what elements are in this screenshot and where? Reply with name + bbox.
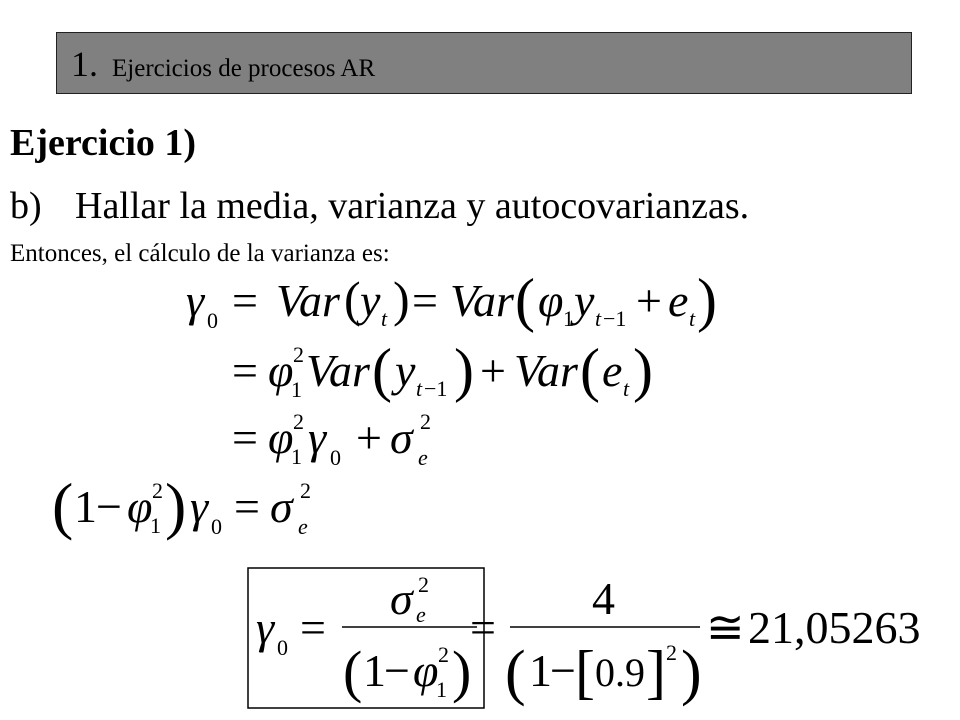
- svg-text:2: 2: [420, 409, 431, 434]
- svg-text:): ): [165, 470, 187, 541]
- svg-text:t: t: [595, 306, 602, 331]
- svg-text:(: (: [52, 470, 74, 541]
- equation-line-1: [186, 267, 717, 333]
- intro-text: Entonces, el cálculo de la varianza es:: [10, 240, 390, 267]
- equation-line-3: [232, 409, 431, 470]
- svg-text:e: e: [668, 275, 689, 326]
- svg-text:e: e: [416, 602, 426, 627]
- item-letter: b): [10, 185, 42, 227]
- svg-text:t: t: [623, 376, 630, 401]
- svg-text:=: =: [300, 602, 326, 653]
- svg-text:=: =: [232, 345, 258, 396]
- svg-text:(: (: [372, 337, 392, 403]
- svg-text:2: 2: [438, 642, 449, 667]
- svg-text:φ: φ: [413, 645, 439, 696]
- svg-text:1: 1: [563, 306, 574, 331]
- svg-text:−: −: [384, 645, 410, 696]
- svg-text:1: 1: [291, 444, 302, 469]
- svg-text:): ): [452, 639, 472, 704]
- var-4: Var: [514, 345, 578, 396]
- svg-text:−1: −1: [603, 306, 627, 331]
- svg-text:2: 2: [418, 572, 429, 597]
- svg-text:φ: φ: [538, 275, 564, 326]
- svg-text:0: 0: [211, 514, 222, 539]
- svg-text:=: =: [234, 481, 260, 532]
- svg-text:): ): [454, 337, 474, 403]
- svg-text:γ: γ: [186, 275, 205, 326]
- svg-text:e: e: [418, 445, 428, 470]
- phi-value: 0.9: [595, 650, 645, 695]
- svg-text:2: 2: [152, 478, 163, 503]
- svg-text:γ: γ: [308, 412, 327, 463]
- numerator-value: 4: [592, 573, 615, 624]
- svg-text:σ: σ: [390, 412, 413, 463]
- svg-text:+: +: [356, 412, 382, 463]
- equation-line-4: [52, 470, 311, 541]
- svg-text:(: (: [344, 271, 361, 327]
- svg-text:0: 0: [207, 308, 218, 333]
- svg-text:y: y: [574, 275, 595, 326]
- svg-text:): ): [633, 337, 653, 403]
- one-3: 1: [529, 645, 552, 696]
- var-1: Var: [276, 275, 340, 326]
- svg-text:−: −: [96, 481, 122, 532]
- approx-symbol: ≅: [706, 602, 745, 653]
- svg-text:=: =: [232, 412, 258, 463]
- svg-text:[: [: [575, 639, 595, 705]
- svg-text:2: 2: [293, 342, 304, 367]
- equation-line-2: [232, 337, 653, 403]
- svg-text:=: =: [412, 275, 438, 326]
- item-text: Hallar la media, varianza y autocovarianzas.: [75, 185, 750, 227]
- svg-text:): ): [697, 267, 717, 333]
- svg-text:σ: σ: [270, 481, 293, 532]
- svg-text:−1: −1: [424, 376, 448, 401]
- svg-text:e: e: [298, 514, 308, 539]
- var-3: Var: [306, 345, 370, 396]
- svg-text:): ): [681, 639, 702, 707]
- one-2: 1: [363, 645, 386, 696]
- svg-text:1: 1: [291, 377, 302, 402]
- one-1: 1: [74, 481, 97, 532]
- svg-text:t: t: [381, 306, 388, 331]
- svg-text:t: t: [689, 306, 696, 331]
- result-value: 21,05263: [748, 602, 921, 653]
- svg-text:2: 2: [666, 640, 677, 665]
- svg-text:y: y: [395, 345, 416, 396]
- exercise-heading: Ejercicio 1): [10, 122, 197, 164]
- svg-text:0: 0: [330, 445, 341, 470]
- svg-text:(: (: [505, 639, 526, 707]
- svg-text:]: ]: [646, 639, 666, 705]
- svg-text:(: (: [343, 639, 363, 704]
- svg-text:φ: φ: [268, 412, 294, 463]
- svg-text:2: 2: [300, 478, 311, 503]
- svg-text:φ: φ: [268, 345, 294, 396]
- svg-text:0: 0: [277, 635, 288, 660]
- svg-text:e: e: [602, 345, 623, 396]
- svg-text:t: t: [416, 376, 423, 401]
- svg-text:(: (: [515, 267, 535, 333]
- section-title: Ejercicios de procesos AR: [112, 55, 376, 82]
- svg-text:(: (: [580, 337, 600, 403]
- svg-text:1: 1: [150, 513, 161, 538]
- svg-text:2: 2: [293, 409, 304, 434]
- svg-text:−: −: [550, 645, 576, 696]
- section-number: 1.: [71, 44, 98, 84]
- svg-text:σ: σ: [390, 573, 413, 624]
- var-2: Var: [450, 275, 514, 326]
- boxed-result: [248, 568, 921, 708]
- svg-text:γ: γ: [190, 481, 209, 532]
- svg-text:+: +: [480, 345, 506, 396]
- svg-text:): ): [393, 271, 410, 327]
- svg-text:y: y: [360, 275, 381, 326]
- svg-text:φ: φ: [127, 481, 153, 532]
- svg-text:1: 1: [436, 677, 447, 702]
- svg-text:+: +: [636, 275, 662, 326]
- svg-text:γ: γ: [256, 602, 275, 653]
- svg-text:=: =: [470, 602, 496, 653]
- svg-text:=: =: [232, 275, 258, 326]
